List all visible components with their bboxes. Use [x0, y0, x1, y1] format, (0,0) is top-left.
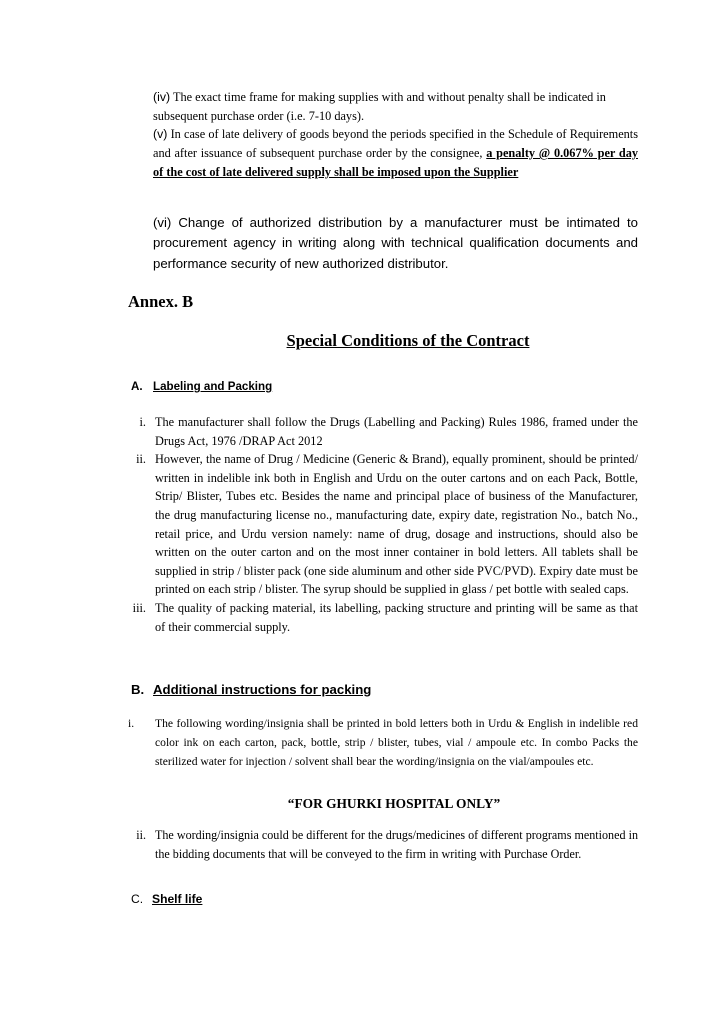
list-item-text: The quality of packing material, its labelling, packing structure and printing will be same as that of their commercial supply. [155, 600, 638, 634]
list-item-number: i. [139, 415, 146, 429]
clause-iv-text: The exact time frame for making supplies with and without penalty shall be indicated in subsequent purchase order (i.e. 7-10 days). [153, 90, 606, 123]
penalty-clause: a penalty @ 0.067% per day of the cost of late delivered supply shall be imposed upon the Supplier [153, 146, 639, 180]
list-item [128, 450, 638, 599]
section-b-list-2 [128, 826, 638, 864]
section-a-list [128, 413, 638, 636]
clause-vi-text: Change of authorized distribution by a manufacturer must be intimated to procurement agency in writing along with technical qualification documents and performance security of new authorized distributor. [153, 215, 638, 271]
section-a-title: Labeling and Packing [153, 380, 273, 393]
list-item-text: The wording/insignia could be different for the drugs/medicines of different programs mentioned in the bidding documents that will be conveyed to the firm in writing with Purchase Order. [155, 828, 638, 862]
list-item-number: ii. [136, 452, 146, 467]
list-item [128, 413, 638, 450]
clause-v-number: (v) [153, 127, 168, 141]
list-item-number: ii. [136, 828, 146, 842]
section-c-title: Shelf life [152, 892, 203, 906]
list-item [128, 714, 638, 772]
section-b-letter: B. [131, 682, 145, 697]
list-item-text: The following wording/insignia shall be printed in bold letters both in Urdu & English in indelible red color ink on each carton, pack, bottle, strip / blister, tubes, vial / ampoule etc. In combo Packs the sterilized water for injection / solvent shall bear the wording/insignia on the vial/ampoules etc. [155, 717, 638, 769]
list-item [128, 826, 638, 864]
clause-iv-number: (iv) [153, 90, 171, 104]
list-item-text: However, the name of Drug / Medicine (Generic & Brand), equally prominent, should be printed/ written in indelible ink both in English and Urdu on the outer cartons and on each Pack, Bottle, Strip/ Blister, Tubes etc. Besides the name and principal place of business of the Manufacturer, the drug manufacturing license no., manufacturing date, expiry date, registration No., batch No., retail price, and Urdu version namely: name of drug, dosage and instructions, should also be written on the outer carton and on the most inner container in bold letters. All tablets shall be supplied in strip / blister pack (one side aluminum and other side PVC/PVD). Expiry date must be printed on each strip / blister. The syrup should be supplied in glass / pet bottle with sealed caps. [155, 452, 638, 597]
clause-v [153, 125, 638, 183]
list-item-text: The manufacturer shall follow the Drugs (Labelling and Packing) Rules 1986, framed under the Drugs Act, 1976 /DRAP Act 2012 [155, 415, 638, 448]
clause-vi [153, 213, 638, 274]
section-c-letter: C. [131, 892, 144, 906]
section-a-letter: A. [131, 380, 143, 393]
annex-title: Annex. B [128, 292, 194, 311]
section-a-heading [131, 379, 272, 395]
section-b-heading [131, 681, 371, 699]
list-item-number: iii. [132, 600, 146, 615]
page-title: Special Conditions of the Contract [286, 331, 530, 350]
clause-vi-number: (vi) [153, 215, 172, 230]
clause-iv [153, 88, 638, 125]
list-item-number: i. [128, 717, 135, 730]
section-b-title: Additional instructions for packing [153, 682, 372, 697]
insignia-text: “FOR GHURKI HOSPITAL ONLY” [287, 796, 501, 811]
list-item [128, 599, 638, 636]
clause-v-text: In case of late delivery of goods beyond the periods specified in the Schedule of Requirements and after issuance of subsequent purchase order by the consignee, [153, 127, 639, 161]
section-c-heading [131, 891, 202, 907]
section-b-list-1 [128, 714, 638, 772]
